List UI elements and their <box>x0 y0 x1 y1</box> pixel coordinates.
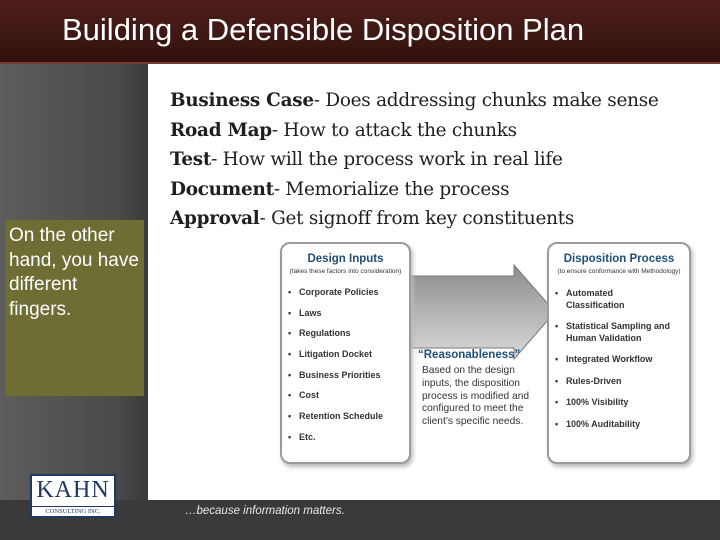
bullet-term: Test <box>170 149 212 171</box>
disposition-process-box <box>547 242 691 464</box>
list-item: • 100% Visibility <box>555 397 685 409</box>
callout-text: On the other hand, you have different fingers. <box>9 225 139 320</box>
logo-sub-text: CONSULTING INC. <box>32 506 114 515</box>
bullet-item <box>170 175 659 205</box>
reasonableness-text: Based on the design inputs, the disposition process is modified and configured to meet the client’s specific needs. <box>422 365 530 428</box>
bullet-term: Document <box>170 178 274 200</box>
bullet-item <box>170 204 659 234</box>
footer-tagline: …because information matters. <box>185 505 345 517</box>
bullet-text: - Memorialize the process <box>273 178 510 200</box>
reasonableness-title: “Reasonableness” <box>418 349 521 361</box>
disposition-process-subtitle: (to ensure conformance with Methodology) <box>557 268 681 275</box>
list-item: • Rules-Driven <box>555 376 685 388</box>
sidebar <box>0 64 148 500</box>
list-item: • Etc. <box>288 432 406 453</box>
callout-box <box>5 220 144 396</box>
list-item: • Integrated Workflow <box>555 354 685 366</box>
bullet-text: - How will the process work in real life <box>211 149 563 171</box>
logo-main-text: KAHN <box>36 477 110 503</box>
title-bar <box>0 0 720 64</box>
list-item: • 100% Auditability <box>555 419 685 431</box>
list-item: • Litigation Docket <box>288 349 406 370</box>
bullet-list <box>170 86 659 234</box>
list-item: • Regulations <box>288 328 406 349</box>
design-inputs-title: Design Inputs <box>307 253 384 265</box>
list-item: • Cost <box>288 390 406 411</box>
bullet-item <box>170 116 659 146</box>
kahn-logo <box>30 474 116 518</box>
bullet-term: Approval <box>170 208 260 230</box>
disposition-process-list <box>555 288 685 430</box>
list-item: • Laws <box>288 308 406 329</box>
bullet-item <box>170 86 659 116</box>
list-item: • Automated Classification <box>555 288 685 311</box>
bullet-term: Business Case <box>170 90 314 111</box>
design-inputs-box <box>280 242 411 464</box>
design-inputs-list <box>288 287 406 453</box>
list-item: • Statistical Sampling and Human Validation <box>555 321 685 344</box>
list-item: • Corporate Policies <box>288 287 406 308</box>
slide-title: Building a Defensible Disposition Plan <box>62 12 585 47</box>
list-item: • Retention Schedule <box>288 411 406 432</box>
bullet-term: Road Map <box>170 119 272 141</box>
design-inputs-subtitle: (takes these factors into consideration) <box>289 268 402 275</box>
process-diagram <box>270 238 706 468</box>
bullet-text: - Get signoff from key constituents <box>259 208 575 230</box>
list-item: • Business Priorities <box>288 370 406 391</box>
bullet-text: - Does addressing chunks make sense <box>313 90 659 111</box>
disposition-process-title: Disposition Process <box>563 253 675 265</box>
bullet-text: - How to attack the chunks <box>271 119 517 141</box>
bullet-item <box>170 145 659 175</box>
